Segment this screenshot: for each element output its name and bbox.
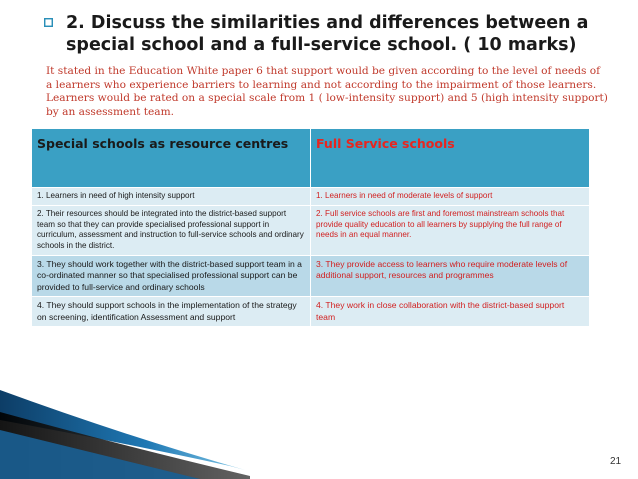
intro-paragraph: It stated in the Education White paper 6 that support would be given according to the level of needs of a learners who experience barriers to learning and not according to the impairment of those learners. Learners would be rated on a special scale from 1 ( low-intensity support) and 5 (high intensity support) by an assessment team. [46,65,608,118]
cell-special: 3. They should work together with the district-based support team in a co-ordinated manner so that specialised professional support can be provided to full-service and ordinary schools [32,255,311,297]
table-row [32,297,590,327]
square-bullet-icon [44,18,53,27]
slide-title-block [44,12,634,56]
cell-special: 1. Learners in need of high intensity support [32,188,311,206]
cell-special: 4. They should support schools in the implementation of the strategy on screening, identification Assessment and support [32,297,311,327]
page-number: 21 [610,456,622,467]
slide-title: 2. Discuss the similarities and differences between a special school and a full-service school. ( 10 marks) [66,13,589,55]
cell-full-service: 3. They provide access to learners who require moderate levels of additional support, resources and programmes [311,255,590,297]
table-row [32,188,590,206]
comparison-table [31,128,590,327]
header-special-schools: Special schools as resource centres [32,129,311,188]
cell-full-service: 2. Full service schools are first and foremost mainstream schools that provide quality education to all learners by supplying the full range of needs in an equal manner. [311,205,590,255]
table-header-row [32,129,590,188]
table-row [32,255,590,297]
decorative-swoosh [0,390,638,479]
header-full-service-schools: Full Service schools [311,129,590,188]
cell-full-service: 1. Learners in need of moderate levels of support [311,188,590,206]
cell-special: 2. Their resources should be integrated into the district-based support team so that they can provide specialised professional support in curriculum, assessment and instruction to full-service schools and ordinary schools in the district. [32,205,311,255]
table-row [32,205,590,255]
cell-full-service: 4. They work in close collaboration with the district-based support team [311,297,590,327]
